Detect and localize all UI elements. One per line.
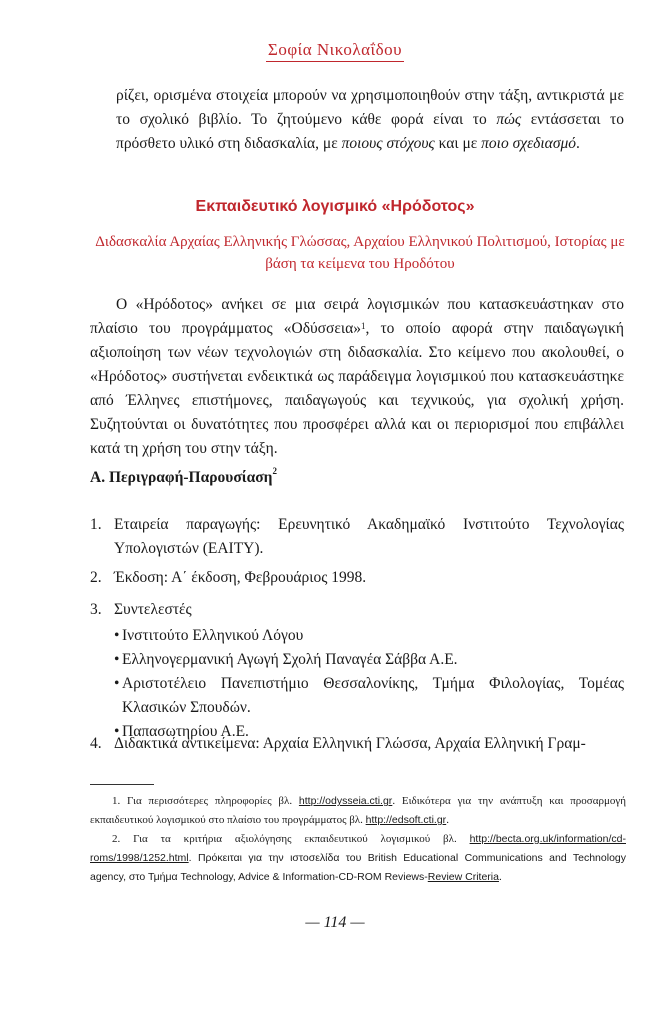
subsection-heading: [90, 466, 277, 487]
list-item-1: [90, 513, 624, 561]
bullet-text: Ελληνογερμανική Αγωγή Σχολή Παναγέα Σάββα Α.Ε.: [122, 651, 458, 668]
list-item-4: [90, 732, 624, 756]
bullet-text: Ινστιτούτο Ελληνικού Λόγου: [122, 627, 304, 644]
list-item-text: Εταιρεία παραγωγής: Ερευνητικό Ακαδημαϊκό Ινστιτούτο Τεχνολογίας Υπολογιστών (ΕΑΙΤΥ).: [114, 516, 624, 557]
list-item-2: [90, 566, 624, 590]
emphasis-how: πώς: [496, 111, 522, 128]
bullet-text: Αριστοτέλειο Πανεπιστήμιο Θεσσαλονίκης, Τμήμα Φιλολογίας, Τομέας Κλασικών Σπουδών.: [122, 675, 624, 716]
emphasis-goals: ποιους στόχους: [341, 135, 435, 152]
subsection-heading-text: Α. Περιγραφή-Παρουσίαση: [90, 469, 273, 486]
footnote-text: . Πρόκειται για την ιστοσελίδα του British Educational Communications and Technology agency, στο Τμήμα Technology, Advice & Information-CD-ROM Reviews-: [90, 852, 626, 883]
bullet-item: [114, 648, 624, 672]
continued-text-2: εντάσσεται το πρόσθετο υλικό στη διδασκαλία, με: [116, 111, 624, 152]
bullet-icon: •: [114, 675, 120, 692]
intro-paragraph: [90, 293, 624, 461]
section-title: Εκπαιδευτικό λογισμικό «Ηρόδοτος»: [195, 198, 475, 215]
list-number: 2.: [90, 569, 102, 586]
footnote-link-edsoft[interactable]: http://edsoft.cti.gr: [365, 814, 447, 826]
emphasis-design: ποιο σχεδιασμό: [481, 135, 576, 152]
bullet-icon: •: [114, 651, 120, 668]
running-head: [0, 40, 670, 60]
list-number: 1.: [90, 516, 102, 533]
list-item-text: Έκδοση: Α΄ έκδοση, Φεβρουάριος 1998.: [114, 569, 367, 586]
list-item-text: Συντελεστές: [114, 601, 192, 618]
bullet-item: [114, 624, 624, 648]
footnotes: [90, 792, 626, 887]
footnote-text: . Ειδικότερα για την ανάπτυξη και προσαρμογή εκπαιδευτικού λογισμικού στο πλαίσιο του προγράμματος βλ.: [90, 795, 626, 826]
continued-paragraph: [116, 84, 624, 156]
intro-text-1: Ο «Ηρόδοτος» ανήκει σε μια σειρά λογισμικών που κατασκευάστηκαν στο πλαίσιο του προγράμματος «Οδύσσεια»: [90, 296, 624, 337]
page-number: — 114 —: [305, 914, 365, 931]
bullet-item: [114, 672, 624, 720]
list-item-text: Διδακτικά αντικείμενα: Αρχαία Ελληνική Γλώσσα, Αρχαία Ελληνική Γραμ-: [114, 735, 586, 752]
footnote-link-becta[interactable]: http://becta.org.uk/information/cd-roms/1998/1252.html: [90, 833, 626, 864]
continued-text-3: και με: [434, 135, 482, 152]
footnote-text: 2. Για τα κριτήρια αξιολόγησης εκπαιδευτικού λογισμικού βλ.: [112, 833, 470, 845]
continued-text-1: ρίζει, ορισμένα στοιχεία μπορούν να χρησιμοποιηθούν στην τάξη, αντικριστά με το σχολικό βιβλίο. Το ζητούμενο κάθε φορά είναι το: [116, 87, 624, 128]
running-head-author: Σοφία Νικολαΐδου: [266, 40, 404, 62]
bullet-text: Παπασωτηρίου Α.Ε.: [122, 723, 249, 740]
footnote-text: .: [446, 814, 449, 826]
footnote-link-review-criteria[interactable]: Review Criteria: [427, 871, 499, 883]
footnote-ref-2[interactable]: 2: [272, 466, 277, 476]
bullet-icon: •: [114, 627, 120, 644]
footnote-link-odysseia[interactable]: http://odysseia.cti.gr: [298, 795, 393, 807]
list-item-3: [90, 598, 624, 744]
footnote-1: [90, 792, 626, 830]
footnote-text: .: [498, 871, 502, 883]
section-subtitle: Διδασκαλία Αρχαίας Ελληνικής Γλώσσας, Αρχαίου Ελληνικού Πολιτισμού, Ιστορίας με βάση τα κείμενα του Ηροδότου: [95, 234, 625, 272]
intro-text-2: , το οποίο αφορά στην παιδαγωγική αξιοποίηση των νέων τεχνολογιών στη διδασκαλία. Στο κείμενο που ακολουθεί, ο «Ηρόδοτος» συστήνεται ενδεικτικά ως παράδειγμα λογισμικού που κατασκευάστηκε από Έλληνες επιστήμονες, παιδαγωγούς και τεχνικούς, για σχολική χρήση. Συζητούνται οι δυνατότητες που προσφέρει αλλά και οι περιορισμοί που επιβάλλει κατά τη χρήση του στην τάξη.: [90, 320, 624, 457]
continued-text-4: .: [576, 135, 580, 152]
bullet-icon: •: [114, 723, 120, 740]
contributors-list: [114, 624, 624, 744]
footnote-2: [90, 830, 626, 887]
footnote-text: 1. Για περισσότερες πληροφορίες βλ.: [112, 795, 299, 807]
footnote-ref-1[interactable]: 1: [360, 321, 366, 331]
list-number: 4.: [90, 735, 102, 752]
footnote-divider: [90, 784, 154, 785]
list-number: 3.: [90, 601, 102, 618]
